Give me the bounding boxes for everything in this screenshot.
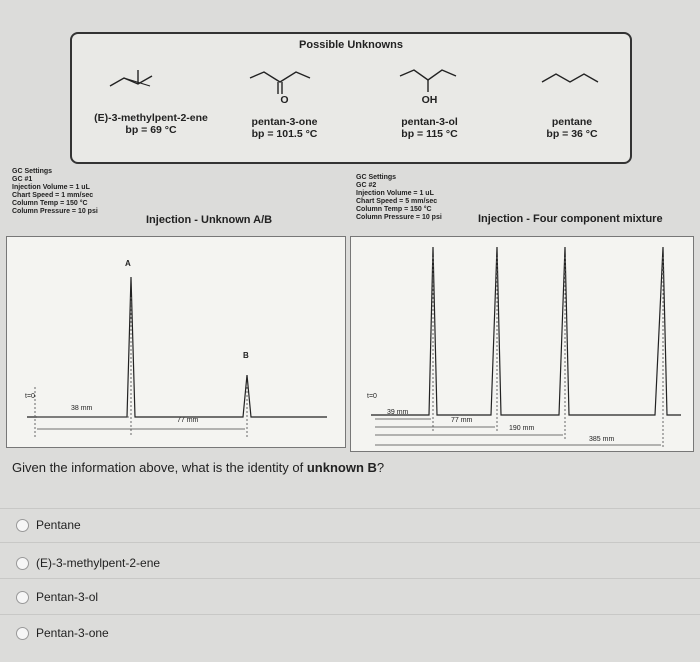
distance-label: 38 mm xyxy=(71,405,93,412)
t0-label: t=0 xyxy=(25,393,35,400)
settings-line: Column Temp = 150 °C xyxy=(12,200,88,207)
divider xyxy=(0,614,700,615)
molecule-name: pentane xyxy=(551,116,593,128)
molecule-bp: bp = 101.5 °C xyxy=(251,128,318,140)
peak-b-label: B xyxy=(243,351,249,360)
unknowns-title: Possible Unknowns xyxy=(299,39,403,51)
distance-label: 77 mm xyxy=(451,417,473,424)
divider xyxy=(0,578,700,579)
molecule-bp: bp = 69 °C xyxy=(125,124,177,136)
settings-line: GC #1 xyxy=(12,176,33,183)
chromatogram-1 xyxy=(6,236,346,448)
radio-button[interactable] xyxy=(16,627,29,640)
possible-unknowns-panel xyxy=(70,32,632,164)
peak-a-label: A xyxy=(125,259,131,268)
divider xyxy=(0,542,700,543)
settings-line: GC Settings xyxy=(12,168,53,175)
molecule-pentane xyxy=(527,116,617,140)
option-label: Pentan-3-ol xyxy=(36,590,99,604)
molecule-bp: bp = 115 °C xyxy=(401,128,458,140)
distance-label: 385 mm xyxy=(589,436,615,443)
gc1-settings xyxy=(12,168,98,216)
radio-button[interactable] xyxy=(16,519,29,532)
settings-line: Injection Volume = 1 uL xyxy=(356,190,434,197)
molecule-name: (E)-3-methylpent-2-ene xyxy=(94,112,208,124)
radio-button[interactable] xyxy=(16,591,29,604)
gc2-title: Injection - Four component mixture xyxy=(478,213,663,225)
option-pentanol[interactable] xyxy=(16,590,98,604)
option-pentanone[interactable] xyxy=(16,626,109,640)
option-label: Pentan-3-one xyxy=(36,626,109,640)
chromatogram-2 xyxy=(350,236,694,452)
molecule-methylpentene xyxy=(86,112,216,136)
settings-line: GC Settings xyxy=(356,174,397,181)
functional-group-label: OH xyxy=(421,94,438,106)
molecule-name: pentan-3-ol xyxy=(401,116,458,128)
question-emphasis: unknown B xyxy=(306,460,377,475)
settings-line: Column Temp = 150 °C xyxy=(356,206,432,213)
molecule-structures xyxy=(72,34,630,162)
settings-line: Injection Volume = 1 uL xyxy=(12,184,90,191)
question-suffix: ? xyxy=(376,460,385,475)
functional-group-label: O xyxy=(280,94,289,106)
t0-label: t=0 xyxy=(367,393,377,400)
molecule-pentanol xyxy=(382,94,477,140)
radio-button[interactable] xyxy=(16,557,29,570)
option-label: (E)-3-methylpent-2-ene xyxy=(36,556,161,570)
gc2-settings xyxy=(356,174,442,222)
question-text xyxy=(12,460,384,475)
distance-label: 77 mm xyxy=(177,417,199,424)
settings-line: GC #2 xyxy=(356,182,377,189)
molecule-name: pentan-3-one xyxy=(251,116,318,128)
option-pentane[interactable] xyxy=(16,518,81,532)
gc1-title: Injection - Unknown A/B xyxy=(146,214,273,226)
question-prefix: Given the information above, what is the identity of xyxy=(12,460,307,475)
settings-line: Column Pressure = 10 psi xyxy=(356,214,442,221)
settings-line: Chart Speed = 5 mm/sec xyxy=(356,198,438,205)
divider xyxy=(0,508,700,509)
settings-line: Chart Speed = 1 mm/sec xyxy=(12,192,94,199)
distance-label: 39 mm xyxy=(387,409,409,416)
option-label: Pentane xyxy=(36,518,81,532)
molecule-pentanone xyxy=(237,94,332,140)
molecule-bp: bp = 36 °C xyxy=(546,128,598,140)
settings-line: Column Pressure = 10 psi xyxy=(12,208,98,215)
option-methylpentene[interactable] xyxy=(16,556,160,570)
chromatogram-1-trace xyxy=(7,237,345,447)
chromatogram-2-trace xyxy=(351,237,693,451)
distance-label: 190 mm xyxy=(509,425,535,432)
